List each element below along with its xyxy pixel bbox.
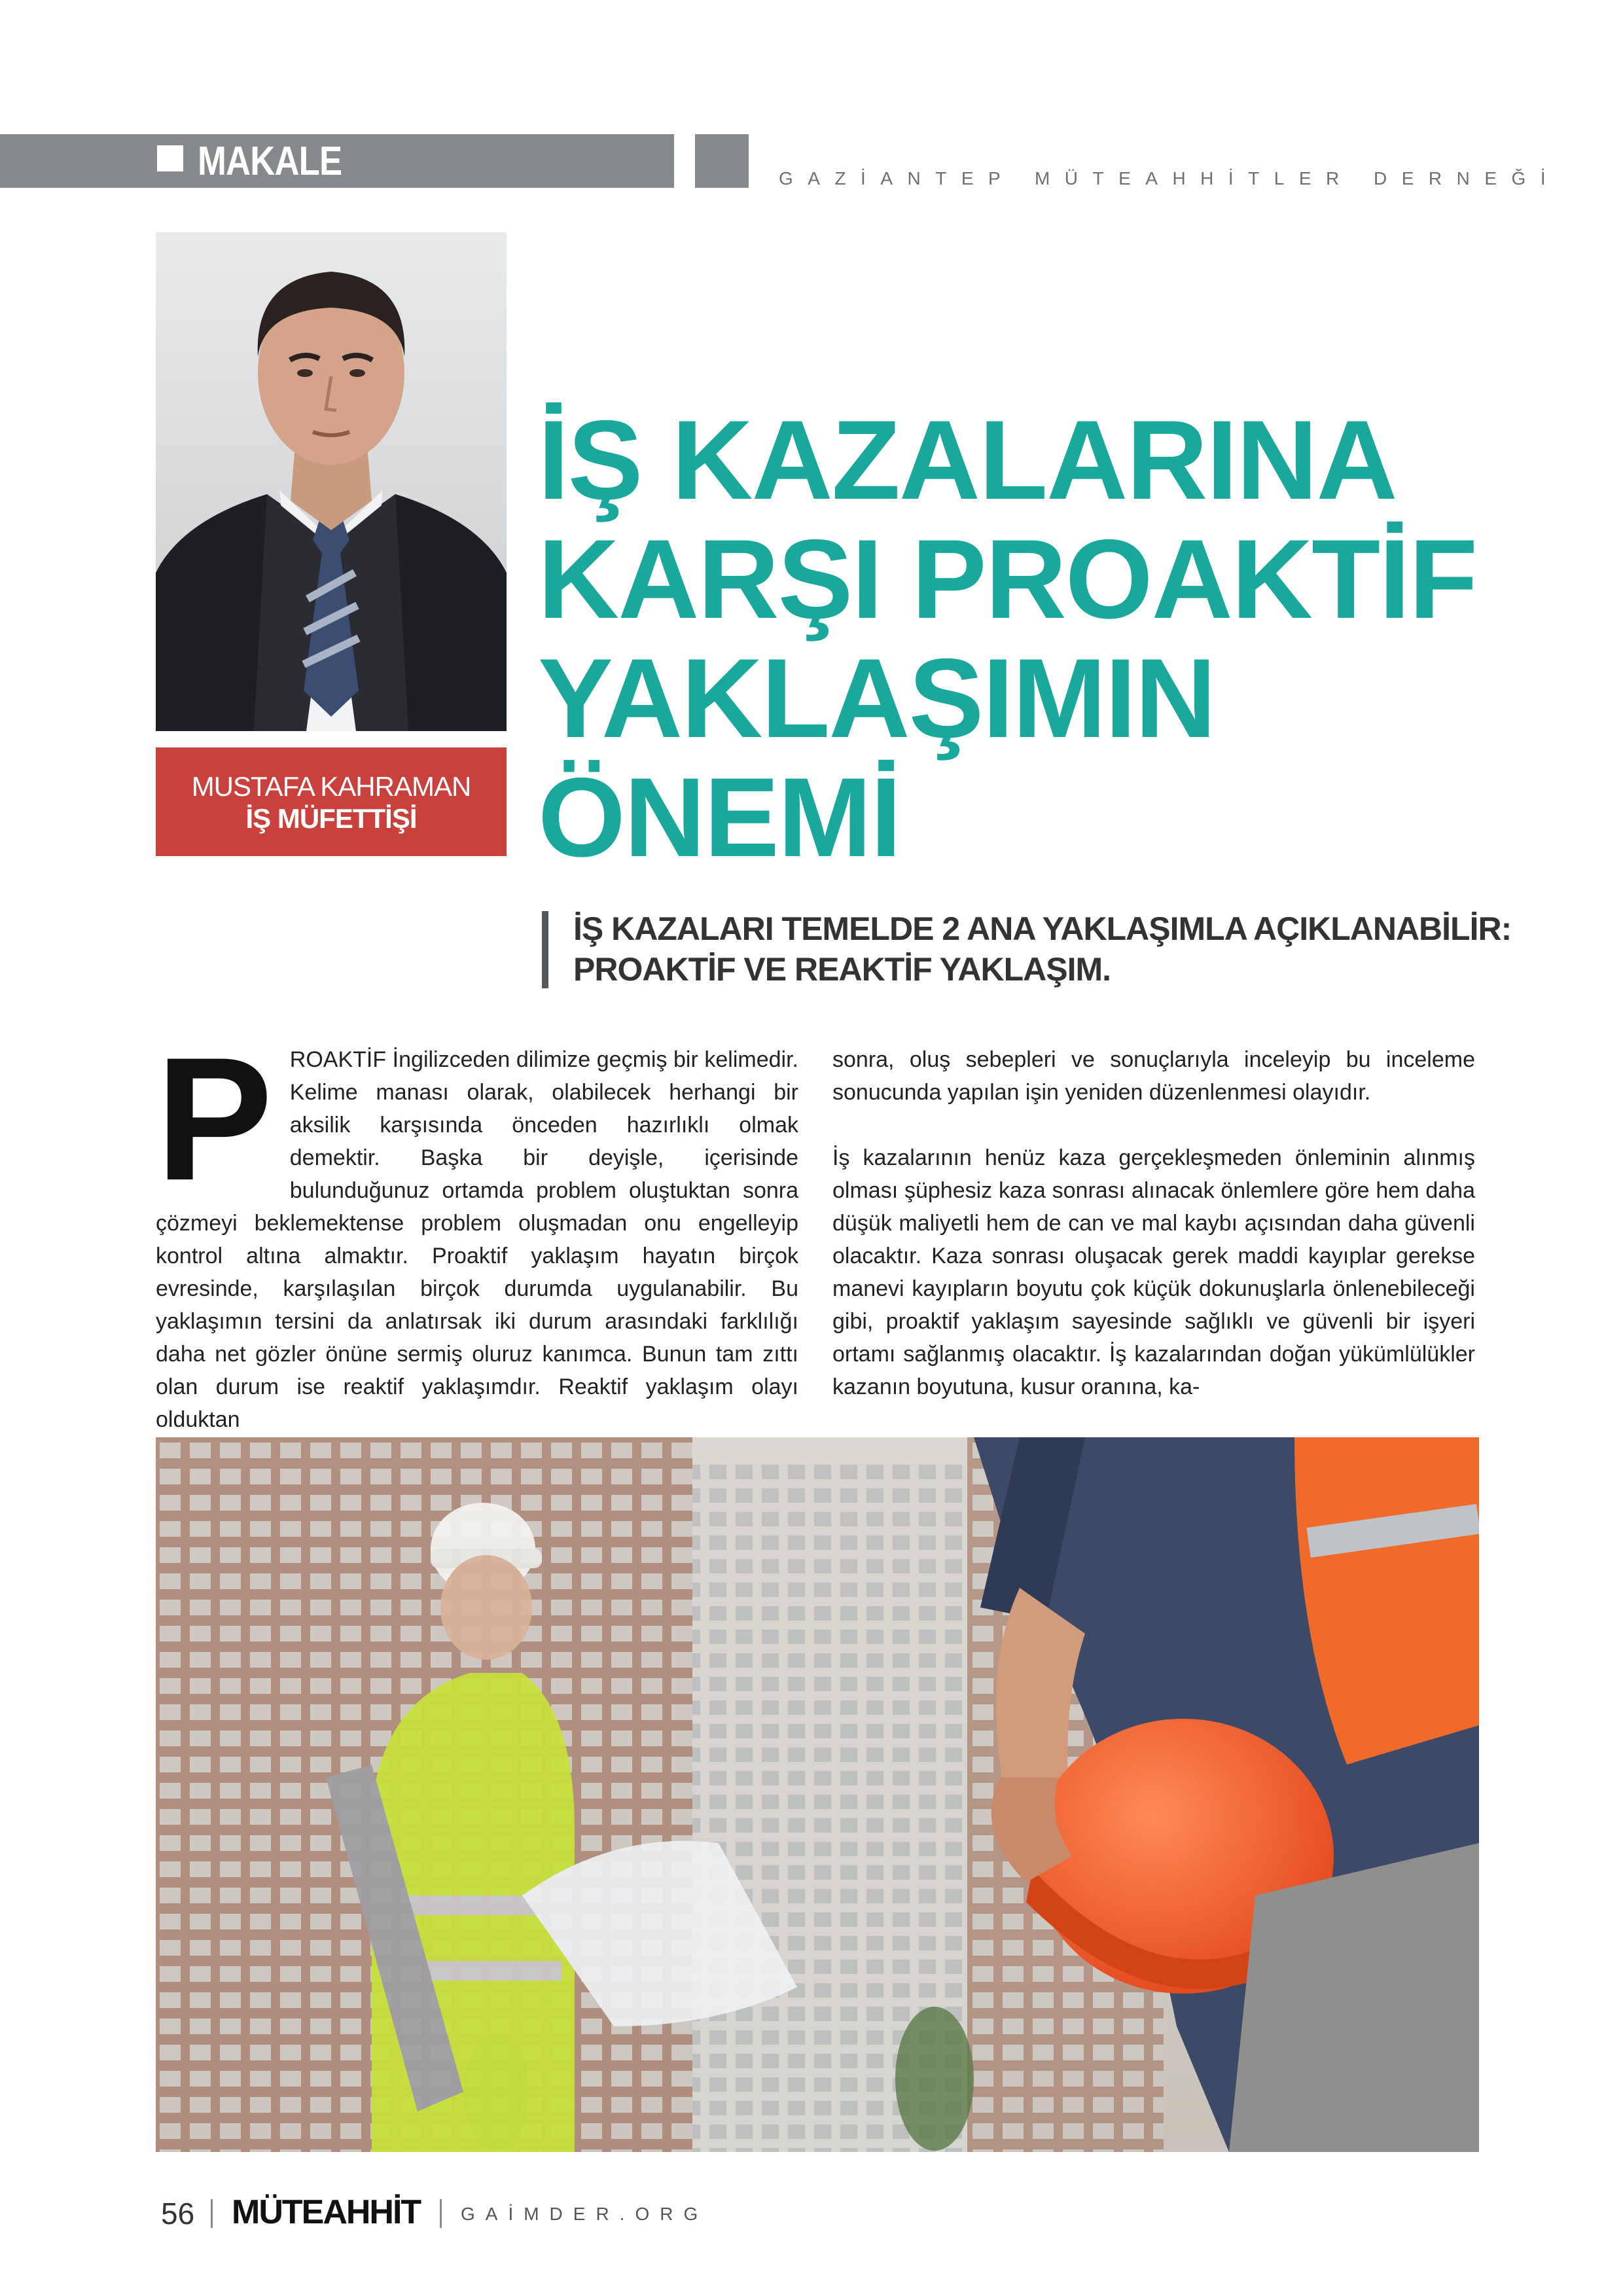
section-label: MAKALE [198,139,342,184]
body-paragraph: İş kazalarının henüz kaza gerçekleşmeden önleminin alınmış olması şüphesiz kaza sonrası alınacak önlemlere göre hem daha düşük maliyetli hem de can ve mal kaybı açısından daha güvenli olacaktır. Kaza sonrası oluşacak gerek maddi kayıplar gerekse manevi kayıpların boyutu çok küçük dokunuşlarla önlenebileceği gibi, proaktif yaklaşım sayesinde sağlıklı ve güvenli bir işyeri ortamı sağlanmış olacaktır. İş kazalarından doğan yükümlülükler kazanın boyutuna, kusur oranına, ka- [832,1145,1475,1399]
page-number: 56 [161,2197,195,2231]
article-subtitle [573,908,1512,990]
footer-separator [440,2199,442,2228]
body-text: ROAKTİF İngilizceden dilimize geçmiş bir kelimedir. Kelime manası olarak, olabilecek herhangi bir aksilik karşısında önceden hazırlıklı olmak demektir. Başka bir deyişle, içerisinde bulunduğunuz ortamda problem oluştuktan sonra çözmeyi beklemektense problem oluşmadan onu engelleyip kontrol altına almaktır. Proaktif yaklaşım hayatın birçok evresinde, karşılaşılan birçok durumda uygulanabilir. Bu yaklaşımın tersini da anlatırsak iki durum arasındaki farklılığı daha net gözler önüne sermiş oluruz kanımca. Bunun tam zıttı olan durum ise reaktif yaklaşımdır. Reaktif yaklaşım olayı olduktan [156,1047,798,1432]
subtitle-line: İŞ KAZALARI TEMELDE 2 ANA YAKLAŞIMLA AÇIKLANABİLİR: [573,910,1512,947]
title-line: KARŞI PROAKTİF [538,516,1476,642]
body-column-1 [156,1020,798,1436]
drop-cap: P [156,1020,273,1217]
subtitle-accent-bar [542,911,548,988]
title-line: İŞ KAZALARINA [538,397,1397,523]
body-column-2 [832,1043,1475,1436]
magazine-logo: MÜTEAHHİT [232,2193,421,2231]
construction-photo [156,1437,1479,2152]
author-photo [156,232,507,731]
body-paragraph: sonra, oluş sebepleri ve sonuçlarıyla inceleyip bu inceleme sonucunda yapılan işin yeniden düzenlenmesi olayıdır. [832,1047,1475,1105]
square-bullet-icon [157,145,183,171]
article-title [538,397,1559,880]
title-line: ÖNEMİ [538,755,901,880]
association-name: GAZİANTEP MÜTEAHHİTLER DERNEĞİ [779,168,1561,188]
header-gray-block [695,134,749,188]
author-box [156,747,507,856]
construction-site-image [156,1437,1479,2152]
website-url: GAİMDER.ORG [461,2204,709,2224]
author-role: İŞ MÜFETTİŞİ [245,803,417,834]
title-line: YAKLAŞIMIN [538,636,1215,761]
author-portrait-image [156,232,507,731]
subtitle-line: PROAKTİF VE REAKTİF YAKLAŞIM. [573,951,1111,988]
footer-separator [211,2199,213,2228]
author-name: MUSTAFA KAHRAMAN [191,771,471,802]
